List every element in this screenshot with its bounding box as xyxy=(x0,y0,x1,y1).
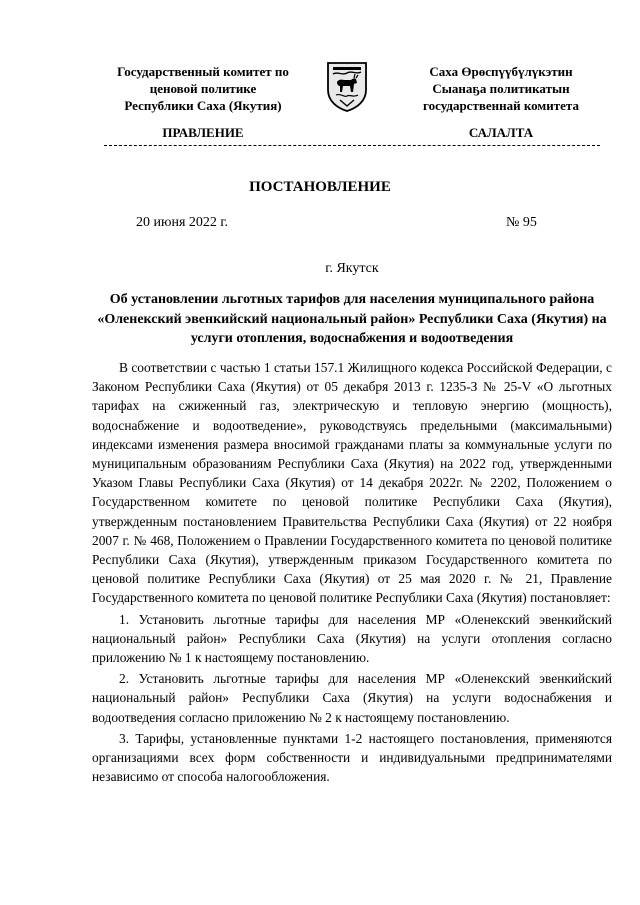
office-right-label: САЛАЛТА xyxy=(468,125,534,140)
document-type-heading: ПОСТАНОВЛЕНИЕ xyxy=(249,179,391,195)
document-date: 20 июня 2022 г. xyxy=(136,215,229,230)
header-left-line-1: Государственный комитет по xyxy=(117,64,289,79)
document-title: Об установлении льготных тарифов для населения муниципального района «Оленекский эвенкийский национальный район» Республики Саха (Якутия) на услуги отопления, водоснабжения и водоотведения xyxy=(97,292,607,346)
header-left-line-2: ценовой политике xyxy=(149,81,257,96)
header-right-organization xyxy=(390,63,612,114)
document-city: г. Якутск xyxy=(325,261,379,276)
body-item-2: 2. Установить льготные тарифы для населения МР «Оленекский эвенкийский национальный район» Республики Саха (Якутия) на услуги водоснабжения и водоотведения согласно приложению № 2 к настоящему постановлению. xyxy=(92,671,612,725)
header-left-line-3: Республики Саха (Якутия) xyxy=(124,98,282,113)
sakha-republic-emblem-icon xyxy=(324,60,370,112)
body-intro-paragraph: В соответствии с частью 1 статьи 157.1 Жилищного кодекса Российской Федерации, с Законом Республики Саха (Якутия) от 05 декабря 2013 г. 1235-З № 25-V «О льготных тарифах на сжиженный газ, электрическую и тепловую энергию (мощность), водоснабжение и водоотведение», руководствуясь предельными (максимальными) индексами изменения размера вносимой гражданами платы за коммунальные услуги по муниципальным образованиям Республики Саха (Якутия) на 2022 год, утвержденными Указом Главы Республики Саха (Якутия) от 14 декабря 2022г. № 2202, Положением о Государственном комитете по ценовой политике Республики Саха (Якутия), утвержденным постановлением Правительства Республики Саха (Якутия) от 22 ноября 2007 г. № 468, Положением о Правлении Государственного комитета по ценовой политике Республики Саха (Якутия), утвержденным приказом Государственного комитета по ценовой политике Республики Саха (Якутия) от 25 мая 2020 г. № 21, Правление Государственного комитета по ценовой политике Республики Саха (Якутия) постановляет: xyxy=(92,360,612,606)
header-left-organization xyxy=(92,63,314,114)
body-item-3: 3. Тарифы, установленные пунктами 1-2 настоящего постановления, применяются организациями всех форм собственности и индивидуальными предпринимателями независимо от способа налогообложения. xyxy=(92,730,612,785)
body-item-1: 1. Установить льготные тарифы для населения МР «Оленекский эвенкийский национальный район» Республики Саха (Якутия) на услуги отопления согласно приложению № 1 к настоящему постановлению. xyxy=(92,611,612,666)
header-right-line-2: Сыанаҕа политикатын xyxy=(432,81,570,96)
document-body xyxy=(92,358,612,786)
header-divider xyxy=(104,145,600,146)
document-number: № 95 xyxy=(506,215,537,230)
header-right-line-1: Саха Өрөспүүбүлүкэтин xyxy=(429,64,573,79)
header-right-line-3: государственнай комитета xyxy=(423,98,579,113)
office-left-label: ПРАВЛЕНИЕ xyxy=(162,125,244,140)
